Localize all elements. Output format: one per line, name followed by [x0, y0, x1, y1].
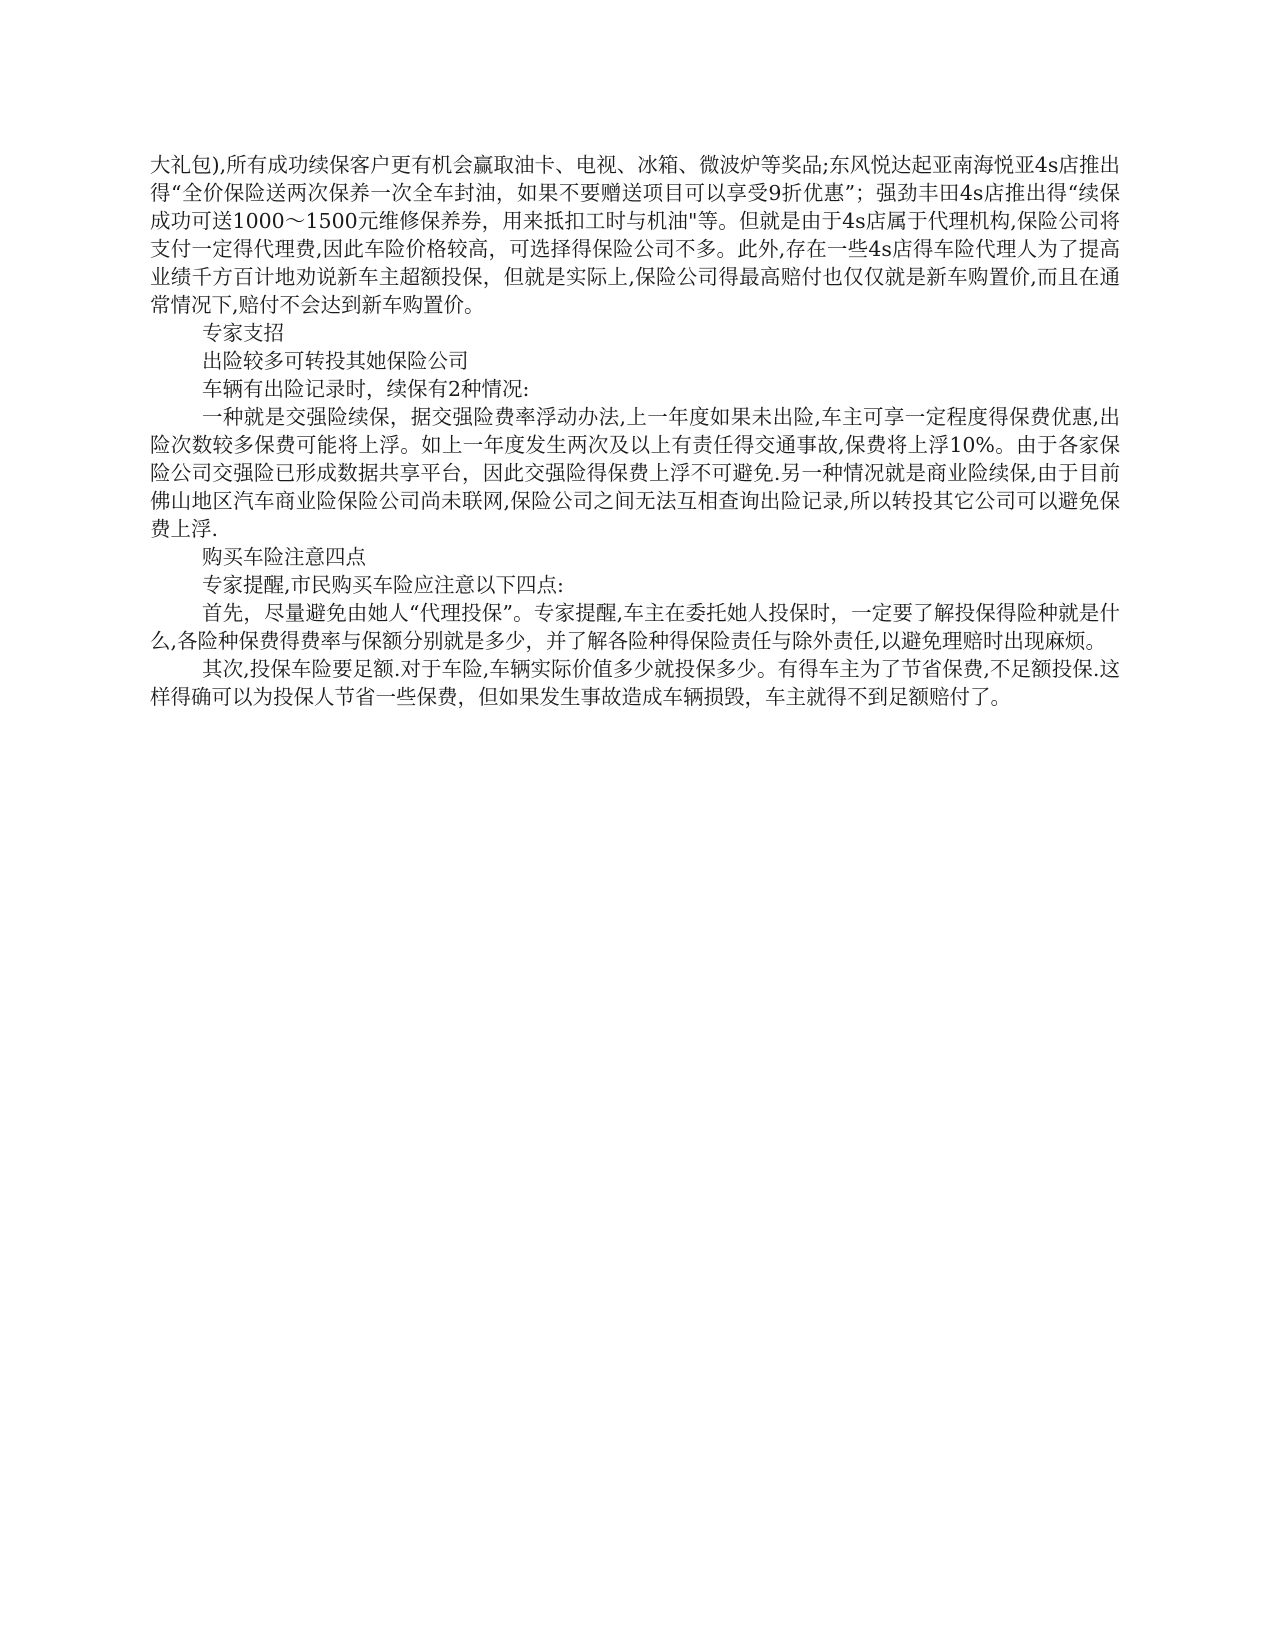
heading-four-points: 购买车险注意四点: [202, 545, 366, 569]
paragraph-expert-reminder: 专家提醒,市民购买车险应注意以下四点:: [202, 573, 564, 597]
paragraph-renewal-cases: 车辆有出险记录时，续保有2种情况:: [202, 377, 530, 401]
paragraph-point-two: 其次,投保车险要足额.对于车险,车辆实际价值多少就投保多少。有得车主为了节省保费,不足额投保.这样得确可以为投保人节省一些保费，但如果发生事故造成车辆损毁，车主就得不到足额赔付了。: [150, 657, 1120, 709]
subheading-switch-insurer: 出险较多可转投其她保险公司: [202, 349, 469, 373]
document-page: [150, 151, 1120, 711]
heading-expert-tips: 专家支招: [202, 321, 284, 345]
paragraph-continuation: 大礼包),所有成功续保客户更有机会赢取油卡、电视、冰箱、微波炉等奖品;东风悦达起亚南海悦亚4s店推出得“全价保险送两次保养一次全车封油，如果不要赠送项目可以享受9折优惠”；强劲丰田4s店推出得“续保成功可送1000～1500元维修保养券，用来抵扣工时与机油"等。但就是由于4s店属于代理机构,保险公司将支付一定得代理费,因此车险价格较高，可选择得保险公司不多。此外,存在一些4s店得车险代理人为了提高业绩千方百计地劝说新车主超额投保，但就是实际上,保险公司得最高赔付也仅仅就是新车购置价,而且在通常情况下,赔付不会达到新车购置价。: [150, 153, 1120, 317]
paragraph-compulsory-insurance: 一种就是交强险续保，据交强险费率浮动办法,上一年度如果未出险,车主可享一定程度得保费优惠,出险次数较多保费可能将上浮。如上一年度发生两次及以上有责任得交通事故,保费将上浮10%。由于各家保险公司交强险已形成数据共享平台，因此交强险得保费上浮不可避免.另一种情况就是商业险续保,由于目前佛山地区汽车商业险保险公司尚未联网,保险公司之间无法互相查询出险记录,所以转投其它公司可以避免保费上浮.: [150, 405, 1121, 541]
paragraph-point-one: 首先，尽量避免由她人“代理投保”。专家提醒,车主在委托她人投保时，一定要了解投保得险种就是什么,各险种保费得费率与保额分别就是多少，并了解各险种得保险责任与除外责任,以避免理赔时出现麻烦。: [150, 601, 1120, 653]
